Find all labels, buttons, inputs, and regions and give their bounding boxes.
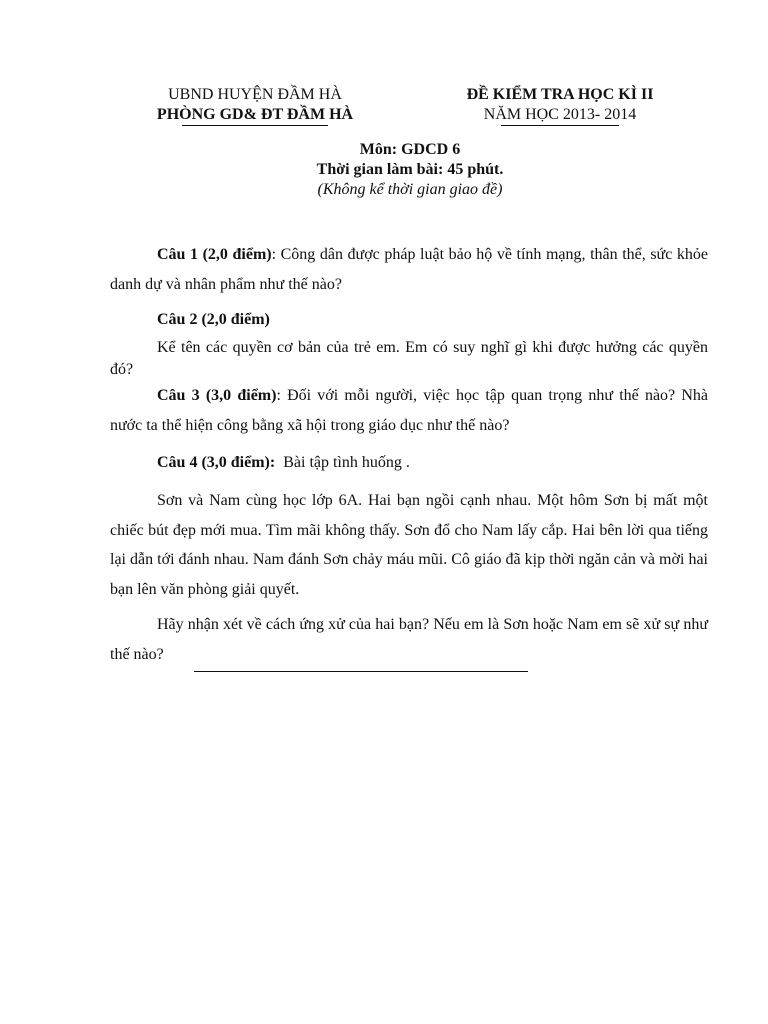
question-4-label: Câu 4 (3,0 điểm): [157, 454, 276, 471]
header-left [110, 85, 400, 126]
school-year: NĂM HỌC 2013- 2014 [483, 106, 637, 123]
question-2-label: Câu 2 (2,0 điểm) [157, 311, 270, 328]
exam-body [110, 240, 708, 669]
question-3-label: Câu 3 (3,0 điểm) [157, 387, 277, 404]
question-3-text: : Đối với mỗi người, việc học tập quan trọng như thế nào? Nhà nước ta thể hiện công bằng xã hội trong giáo dục như thế nào? [110, 387, 708, 434]
header-right-underline [501, 125, 619, 126]
end-divider [194, 671, 528, 672]
question-1-text: : Công dân được pháp luật bảo hộ về tính mạng, thân thể, sức khỏe danh dự và nhân phẩm như thế nào? [110, 246, 708, 293]
question-4-prompt: Hãy nhận xét về cách ứng xử của hai bạn? Nếu em là Sơn hoặc Nam em sẽ xử sự như thế nào? [110, 616, 708, 663]
exam-title: ĐỀ KIỂM TRA HỌC KÌ II [466, 86, 654, 103]
header-right [410, 85, 710, 126]
department-name: PHÒNG GD& ĐT ĐẦM HÀ [156, 106, 354, 123]
subject: Môn: GDCD 6 [359, 141, 461, 158]
question-3 [110, 381, 708, 440]
header-left-underline [182, 125, 328, 126]
duration-note: (Không kể thời gian giao đề) [317, 181, 503, 198]
question-4 [110, 452, 708, 474]
district-name: UBND HUYỆN ĐẦM HÀ [168, 86, 342, 103]
exam-info [110, 140, 710, 200]
question-1 [110, 240, 708, 299]
question-4-text: Bài tập tình huống . [283, 454, 410, 471]
question-2-heading [110, 309, 708, 331]
question-2-text: Kể tên các quyền cơ bản của trẻ em. Em có suy nghĩ gì khi được hưởng các quyền đó? [110, 339, 708, 378]
question-4-scenario: Sơn và Nam cùng học lớp 6A. Hai bạn ngồi cạnh nhau. Một hôm Sơn bị mất một chiếc bút đẹp mới mua. Tìm mãi không thấy. Sơn đổ cho Nam lấy cắp. Hai bên lời qua tiếng lại dẫn tới đánh nhau. Nam đánh Sơn chảy máu mũi. Cô giáo đã kịp thời ngăn cản và mời hai bạn lên văn phòng giải quyết. [110, 492, 708, 598]
duration: Thời gian làm bài: 45 phút. [316, 161, 504, 178]
question-1-label: Câu 1 (2,0 điểm) [157, 246, 272, 263]
